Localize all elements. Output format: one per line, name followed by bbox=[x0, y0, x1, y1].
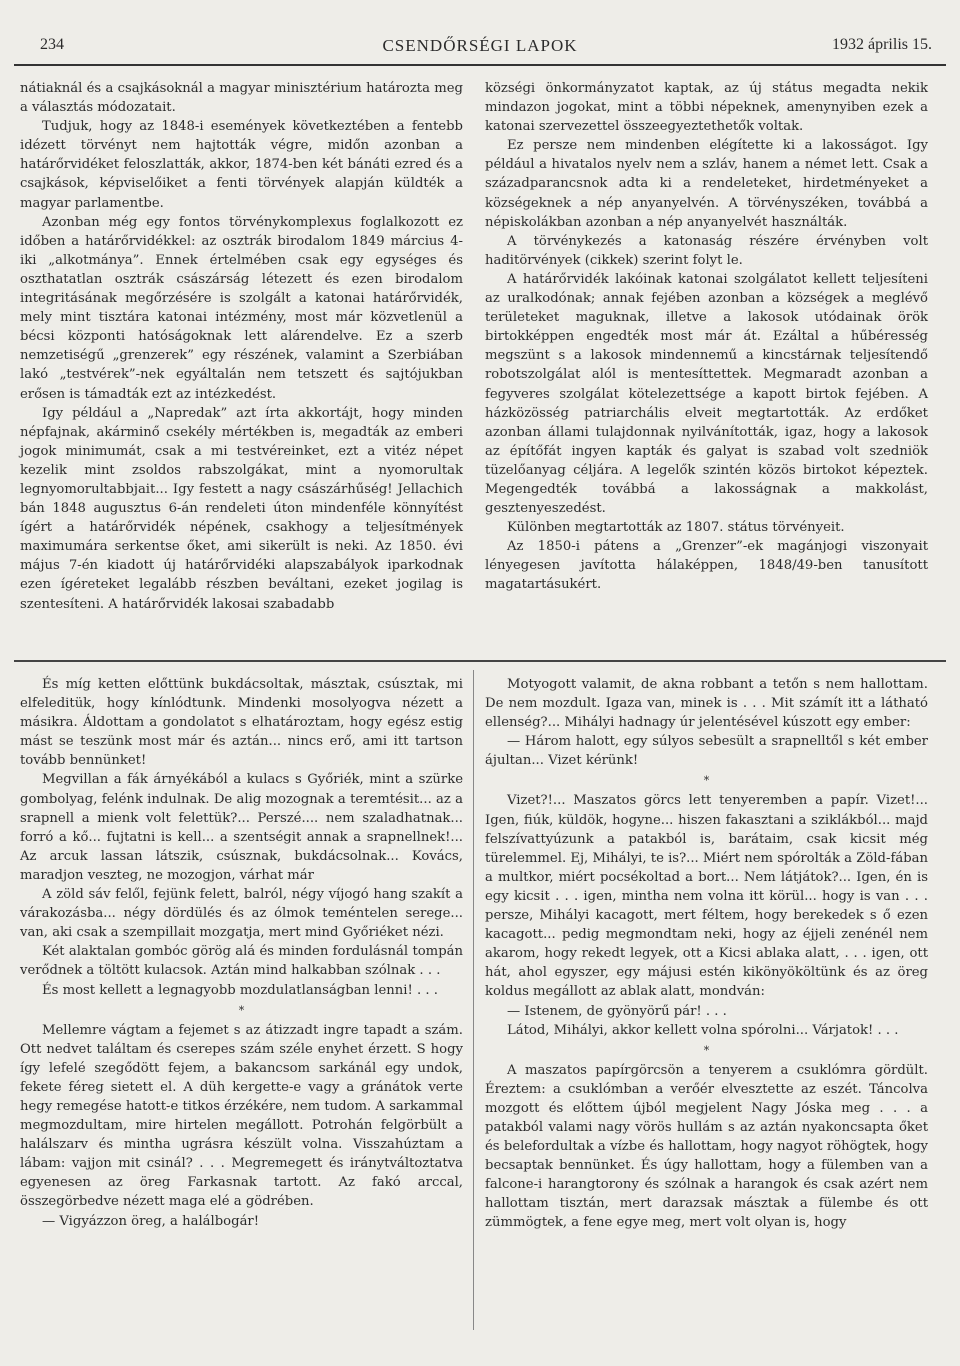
article-paragraph: A határőrvidék lakóinak katonai szolgálatot kellett teljesíteni az uralkodónak; annak fejében azonban a községek a meglévő területeket maguknak, illetve a lakosok utódainak örök birtokképpen engedték most már át. Ezáltal a hűbéresség megszünt s a lakosok mindennemű a kincstárnak teljesítendő robotszolgálat alól is mentesíttettek. Megmaradt azonban a fegyveres szolgálat kötelezettsége a kapott birtok fejében. A házközösség patriarchális elveit megtartották. Az erdőket azonban állami tulajdonnak nyilvánították, igaz, hogy a lakosok az építőfát ingyen kapták és galyat is szabad volt szedniök tüzelőanyag céljára. A legelők szintén közös birtokot képeztek. Megengedték továbbá a lakosságnak a makkolást, gesztenyeszedést. bbox=[485, 271, 928, 517]
article-paragraph: Azonban még egy fontos törvénykomplexus foglalkozott ez időben a határőrvidékkel: az osztrák birodalom 1849 március 4-iki „alkotmánya”. Ennek értelmében csak egy egységes és oszthatatlan osztrák császárság létezett és ezen birodalom integritásának megőrzésére is szolgált a katonai határőrvidék, mely mint tisztára katonai intézmény, most már közvetlenül a bécsi központi hatóságoknak lett alárendelve. Ez a szerb nemzetiségű „grenzerek” egy részének, valamint a Szerbiában lakó „testvérek”-nek egyáltalán nem tetszett és sajtójukban erősen is támadták ezt az intézkedést. bbox=[20, 214, 463, 402]
article-paragraph: Az 1850-i pátens a „Grenzer”-ek magánjogi viszonyait lényegesen javította hálaképpen, 1848/49-ben tanusított magatartásukért. bbox=[485, 539, 928, 593]
section-divider bbox=[14, 660, 946, 662]
story-paragraph: Megvillan a fák árnyékából a kulacs s Győriék, mint a szürke gombolyag, felénk indulnak. De alig mozognak a teremtésit... az a srapnell a mienk volt felettük?... Perszé.... nem szaladhatnak... forró a kő... fujtatni is kell... a szentségit annak a srapnellnek!... Az arcuk lassan látszik, csúsznak, bukdácsolnak... Kovács, maradjon veszteg, ne mozogjon, várhat már bbox=[20, 772, 463, 883]
article-paragraph: községi önkormányzatot kaptak, az új státus megadta nekik mindazon jogokat, mint a többi népeknek, amenynyiben ezek a katonai szervezettel összeegyeztethetők voltak. bbox=[485, 81, 928, 135]
article-paragraph: nátiaknál és a csajkásoknál a magyar minisztérium határozta meg a választás módozatait. bbox=[20, 81, 463, 116]
story-paragraph: És míg ketten előttünk bukdácsoltak, másztak, csúsztak, mi elfeleditük, hogy kínlódtunk. Mindenki mosolyogva nézett a másikra. Áldottam a gondolatot s elhatároztam, hogy egész estig mást se teszünk most már és aztán... nincs erő, ami itt tartson tovább bennünket! bbox=[20, 677, 463, 769]
story-paragraph: — Istenem, de gyönyörű pár! . . . bbox=[507, 1003, 727, 1019]
story-column-left bbox=[20, 675, 463, 1231]
masthead-title: CSENDŐRSÉGI LAPOK bbox=[382, 36, 578, 55]
story-paragraph: És most kellett a legnagyobb mozdulatlanságban lenni! . . . bbox=[42, 982, 438, 998]
article-paragraph: A törvénykezés a katonaság részére érvényben volt haditörvények (cikkek) szerint folyt le. bbox=[485, 233, 928, 268]
story-paragraph: Látod, Mihályi, akkor kellett volna spórolni... Várjatok! . . . bbox=[507, 1022, 899, 1038]
story-column-right bbox=[485, 675, 928, 1233]
story-paragraph: A maszatos papírgörcsön a tenyerem a csuklómra gördült. Éreztem: a csuklómban a verőér elvesztette az eszét. Táncolva mozgott és előttem újból megjelent Nagy Jóska meg . . . a patakból valami nagy vörös hullám s az aztán nyakoncsapta őket és belefordultak a vízbe és hallottam, hogy nagyot röhögtek, hogy becsaptak bennünket. És úgy hallottam, hogy a fülemben van a falcone-i harangtorony és szólnak a harangok és csak azért nem hallottam tisztán, mert darazsak másztak a fülembe és ott zümmögtek, a fene egye meg, mert volt olyan is, hogy bbox=[485, 1062, 928, 1231]
story-paragraph: — Három halott, egy súlyos sebesült a srapnelltől s két ember ájultan... Vizet kérünk! bbox=[485, 734, 928, 769]
article-paragraph: Tudjuk, hogy az 1848-i események következtében a fentebb idézett törvényt nem hajtották végre, midőn azonban a határőrvidéket feloszlatták, akkor, 1874-ben két bánáti ezred és a csajkások, képviselőiket a fenti törvények alapján küldték a magyar parlamentbe. bbox=[20, 119, 463, 211]
story-paragraph: — Vigyázzon öreg, a halálbogár! bbox=[42, 1213, 260, 1229]
page-number: 234 bbox=[40, 36, 64, 53]
column-divider bbox=[473, 670, 474, 1330]
story-paragraph: A zöld sáv felől, fejünk felett, balról, négy víjogó hang szakít a várakozásba... négy dördülés és az ólmok teméntelen serege... van, aki csak a szempillait mozgatja, mert mind Győriéket nézi. bbox=[20, 887, 463, 941]
article-column-left bbox=[20, 79, 463, 614]
section-break: * bbox=[703, 1043, 710, 1057]
story-paragraph: Motyogott valamit, de akna robbant a tetőn s nem hallottam. De nem mozdult. Igaza van, minek is . . . Mit számít itt a látható ellenség?... Mihályi hadnagy úr jelentésével kúszott egy ember: bbox=[485, 677, 928, 731]
article-paragraph: Különben megtartották az 1807. státus törvényeit. bbox=[507, 520, 845, 536]
issue-date: 1932 április 15. bbox=[832, 36, 932, 53]
article-column-right bbox=[485, 79, 928, 595]
section-break: * bbox=[238, 1003, 245, 1017]
article-paragraph: Ez persze nem mindenben elégítette ki a lakosságot. Igy például a hivatalos nyelv nem a szláv, hanem a német lett. Csak a századparancsnok adta ki a rendeleteket, hirdetményeket a községeknek a nép anyanyelvén. A törvényszéken, továbbá a népiskolákban azonban a nép anyanyelvét használták. bbox=[485, 138, 928, 230]
story-paragraph: Vizet?!... Maszatos görcs lett tenyeremben a papír. Vizet!... Igen, fiúk, küldök, hogyne... hiszen fakasztani a sziklákból... majd felszívattyúzunk a patakból is, barátaim, csak kicsit még türelemmel. Ej, Mihályi, te is?... Miért nem spórolták a Zöld-fában a multkor, miért pocsékoltad a bort... Nem látjátok?... Igen, én is egy kicsit . . . igen, mintha nem volna itt körül... hogy is van . . . persze, Mihályi kacagott, mert féltem, hogy berekedek s ő ezen kacagott... pedig megmondtam neki, hogy az éjjeli zenénél nem akarom, hogy rekedt legyek, ott a Kicsi ablaka alatt, . . . igen, ott hát, ahol egyszer, egy májusi estén kikönyököltünk és az öreg koldus megállott az ablak alatt, mondván: bbox=[485, 793, 928, 1000]
story-paragraph: Két alaktalan gombóc görög alá és minden fordulásnál tompán verődnek a töltött kulacsok. Aztán mind halkabban szólnak . . . bbox=[20, 944, 463, 979]
story-paragraph: Mellemre vágtam a fejemet s az átizzadt ingre tapadt a szám. Ott nedvet találtam és cserepes szám széle enyhet érzett. S hogy így lefelé szegődött fejem, a bakancsom sarkánál egy undok, fekete féreg sietett el. A düh kergette-e vagy a gránátok verte hegy remegése hatott-e titkos érzékére, nem tudom. A sarkammal megmozdultam, mire hirtelen megállott. Potrohán felgörbült a halálszarv és mintha ugrásra készült volna. Visszahúztam a lábam: vajjon mit csinál? . . . Megremegett és iránytváltoztatva egyenesen az öreg Farkasnak tartott. Az fakó arccal, összegörbedve nézett maga elé a gödrében. bbox=[20, 1022, 463, 1210]
article-paragraph: Igy például a „Napredak” azt írta akkortájt, hogy minden népfajnak, akárminő csekély mértékben is, megadták az emberi jogok minimumát, csak a mi testvéreinket, ezt a vitéz népet kezelik mint zsoldos rabszolgákat, mint a nyomorultak legnyomorultabbjait... Igy festett a nagy császárhűség! Jellachich bán 1848 augusztus 6-án rendeleti úton mindenféle könnyítést ígért a határőrvidék népének, csakhogy a teljesítmények maximumára serkentse őket, ami sikerült is neki. Az 1850. évi május 7-én kiadott új határőrvidéki alapszabályok iparkodnak ezen ígéreteket legalább részben beváltani, ezeket jogilag is szentesíteni. A határőrvidék lakosai szabadabb bbox=[20, 405, 463, 612]
section-break: * bbox=[703, 774, 710, 788]
page-header bbox=[14, 30, 946, 66]
